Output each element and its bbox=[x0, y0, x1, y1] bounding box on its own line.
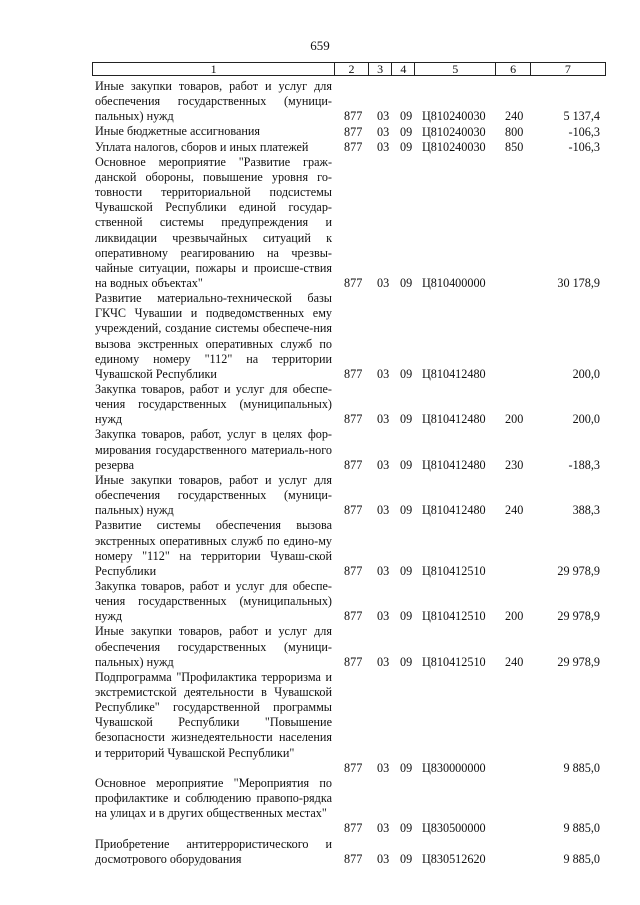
row-ministry-code: 877 bbox=[344, 139, 363, 154]
row-amount: 29 978,9 bbox=[557, 654, 600, 669]
row-expense-type-code: 800 bbox=[505, 124, 524, 139]
row-amount: 9 885,0 bbox=[563, 760, 600, 775]
row-amount: 388,3 bbox=[572, 503, 600, 518]
row-target-article-code: Ц810240030 bbox=[422, 139, 486, 154]
table-row bbox=[92, 473, 606, 518]
row-ministry-code: 877 bbox=[344, 366, 363, 381]
row-subsection-code: 09 bbox=[400, 366, 413, 381]
table-row bbox=[92, 382, 606, 427]
row-amount: 200,0 bbox=[572, 366, 600, 381]
row-subsection-code: 09 bbox=[400, 821, 413, 836]
row-name: Развитие материально-технической базы ГКЧС Чувашии и подведомственных ему учреждений, создание системы обеспече-ния вызова экстренных оперативных служб по единому номеру "112" на территории Чувашской Республики bbox=[95, 291, 332, 381]
row-target-article-code: Ц810412480 bbox=[422, 503, 486, 518]
header-col-5: 5 bbox=[415, 63, 496, 75]
row-expense-type-code: 240 bbox=[505, 654, 524, 669]
row-section-code: 03 bbox=[377, 276, 390, 291]
row-target-article-code: Ц810412480 bbox=[422, 366, 486, 381]
row-section-code: 03 bbox=[377, 851, 390, 866]
row-amount: -106,3 bbox=[568, 124, 600, 139]
row-ministry-code: 877 bbox=[344, 276, 363, 291]
row-subsection-code: 09 bbox=[400, 503, 413, 518]
row-amount: -106,3 bbox=[568, 139, 600, 154]
table-row bbox=[92, 776, 606, 837]
table-row bbox=[92, 837, 606, 867]
header-col-7: 7 bbox=[564, 62, 571, 76]
row-section-code: 03 bbox=[377, 412, 390, 427]
row-amount: 30 178,9 bbox=[557, 276, 600, 291]
row-section-code: 03 bbox=[377, 821, 390, 836]
page-number: 659 bbox=[310, 38, 330, 53]
row-target-article-code: Ц810412480 bbox=[422, 412, 486, 427]
row-subsection-code: 09 bbox=[400, 654, 413, 669]
row-name: Уплата налогов, сборов и иных платежей bbox=[95, 139, 309, 154]
table-row bbox=[92, 124, 606, 139]
header-col-3: 3 bbox=[369, 63, 393, 75]
table-row bbox=[92, 579, 606, 624]
row-name: Иные закупки товаров, работ и услуг для обеспечения государственных (муници-пальных) нужд bbox=[95, 624, 332, 669]
row-section-code: 03 bbox=[377, 503, 390, 518]
row-subsection-code: 09 bbox=[400, 412, 413, 427]
row-expense-type-code: 230 bbox=[505, 457, 524, 472]
row-ministry-code: 877 bbox=[344, 821, 363, 836]
row-target-article-code: Ц810240030 bbox=[422, 109, 486, 124]
row-name: Основное мероприятие "Мероприятия по профилактике и соблюдению правопо-рядка на улицах и в других общественных местах" bbox=[95, 775, 332, 821]
row-name: Закупка товаров, работ, услуг в целях фор-мирования государственного материаль-ного резерва bbox=[95, 427, 332, 472]
row-expense-type-code: 850 bbox=[505, 139, 524, 154]
row-name: Иные закупки товаров, работ и услуг для обеспечения государственных (муници-пальных) нужд bbox=[95, 79, 332, 124]
row-subsection-code: 09 bbox=[400, 124, 413, 139]
row-name: Закупка товаров, работ и услуг для обеспе-чения государственных (муниципальных) нужд bbox=[95, 382, 332, 427]
row-target-article-code: Ц830000000 bbox=[422, 760, 486, 775]
row-ministry-code: 877 bbox=[344, 109, 363, 124]
row-target-article-code: Ц810412510 bbox=[422, 563, 486, 578]
row-amount: 9 885,0 bbox=[563, 821, 600, 836]
header-col-6: 6 bbox=[496, 63, 531, 75]
row-name: Иные закупки товаров, работ и услуг для обеспечения государственных (муници-пальных) нужд bbox=[95, 472, 332, 518]
row-target-article-code: Ц830512620 bbox=[422, 851, 486, 866]
row-ministry-code: 877 bbox=[344, 503, 363, 518]
row-name: Подпрограмма "Профилактика терроризма и экстремистской деятельности в Чувашской Республике" государственной программы Чувашской Республики "Повышение безопасности жизнедеятельности населения и территорий Чувашской Республики" bbox=[95, 669, 332, 760]
row-amount: 9 885,0 bbox=[563, 851, 600, 866]
row-ministry-code: 877 bbox=[344, 124, 363, 139]
row-ministry-code: 877 bbox=[344, 457, 363, 472]
row-subsection-code: 09 bbox=[400, 109, 413, 124]
row-ministry-code: 877 bbox=[344, 851, 363, 866]
row-ministry-code: 877 bbox=[344, 563, 363, 578]
row-subsection-code: 09 bbox=[400, 457, 413, 472]
row-ministry-code: 877 bbox=[344, 760, 363, 775]
header-col-2: 2 bbox=[335, 63, 369, 75]
table-row bbox=[92, 291, 606, 382]
table-row bbox=[92, 670, 606, 776]
row-section-code: 03 bbox=[377, 366, 390, 381]
table-row bbox=[92, 518, 606, 579]
table-row bbox=[92, 79, 606, 124]
row-section-code: 03 bbox=[377, 139, 390, 154]
table-row bbox=[92, 140, 606, 155]
row-name: Приобретение антитеррористического и досмотрового оборудования bbox=[95, 836, 332, 866]
row-expense-type-code: 240 bbox=[505, 109, 524, 124]
row-target-article-code: Ц830500000 bbox=[422, 821, 486, 836]
table-row bbox=[92, 155, 606, 291]
row-ministry-code: 877 bbox=[344, 654, 363, 669]
table-header bbox=[92, 62, 606, 76]
row-name: Основное мероприятие "Развитие граж-данской обороны, повышение уровня го-товности территориальной подсистемы Чувашской Республики единой государ-ственной системы предупреждения и ликвидации чрезвычайных ситуаций к оперативному реагированию на чрезвы-чайные ситуации, пожары и происше-ствия на водных объектах" bbox=[95, 154, 332, 290]
row-amount: 200,0 bbox=[572, 412, 600, 427]
row-subsection-code: 09 bbox=[400, 609, 413, 624]
row-name: Развитие системы обеспечения вызова экстренных оперативных служб по едино-му номеру "112" на территории Чуваш-ской Республики bbox=[95, 518, 332, 578]
row-expense-type-code: 240 bbox=[505, 503, 524, 518]
row-section-code: 03 bbox=[377, 654, 390, 669]
header-col-4: 4 bbox=[392, 63, 415, 75]
row-amount: 29 978,9 bbox=[557, 563, 600, 578]
table-row bbox=[92, 624, 606, 669]
row-section-code: 03 bbox=[377, 609, 390, 624]
row-ministry-code: 877 bbox=[344, 609, 363, 624]
row-ministry-code: 877 bbox=[344, 412, 363, 427]
row-section-code: 03 bbox=[377, 457, 390, 472]
header-col-1: 1 bbox=[93, 63, 335, 75]
row-subsection-code: 09 bbox=[400, 851, 413, 866]
row-subsection-code: 09 bbox=[400, 139, 413, 154]
row-amount: 5 137,4 bbox=[563, 109, 600, 124]
row-target-article-code: Ц810412510 bbox=[422, 609, 486, 624]
row-section-code: 03 bbox=[377, 124, 390, 139]
row-name: Закупка товаров, работ и услуг для обеспе-чения государственных (муниципальных) нужд bbox=[95, 578, 332, 624]
row-subsection-code: 09 bbox=[400, 276, 413, 291]
row-subsection-code: 09 bbox=[400, 760, 413, 775]
table-row bbox=[92, 427, 606, 472]
row-amount: -188,3 bbox=[568, 457, 600, 472]
row-section-code: 03 bbox=[377, 109, 390, 124]
row-target-article-code: Ц810412480 bbox=[422, 457, 486, 472]
row-target-article-code: Ц810400000 bbox=[422, 276, 486, 291]
row-section-code: 03 bbox=[377, 760, 390, 775]
row-amount: 29 978,9 bbox=[557, 609, 600, 624]
row-subsection-code: 09 bbox=[400, 563, 413, 578]
row-target-article-code: Ц810412510 bbox=[422, 654, 486, 669]
row-target-article-code: Ц810240030 bbox=[422, 124, 486, 139]
row-section-code: 03 bbox=[377, 563, 390, 578]
row-name: Иные бюджетные ассигнования bbox=[95, 124, 261, 139]
row-expense-type-code: 200 bbox=[505, 412, 524, 427]
row-expense-type-code: 200 bbox=[505, 609, 524, 624]
